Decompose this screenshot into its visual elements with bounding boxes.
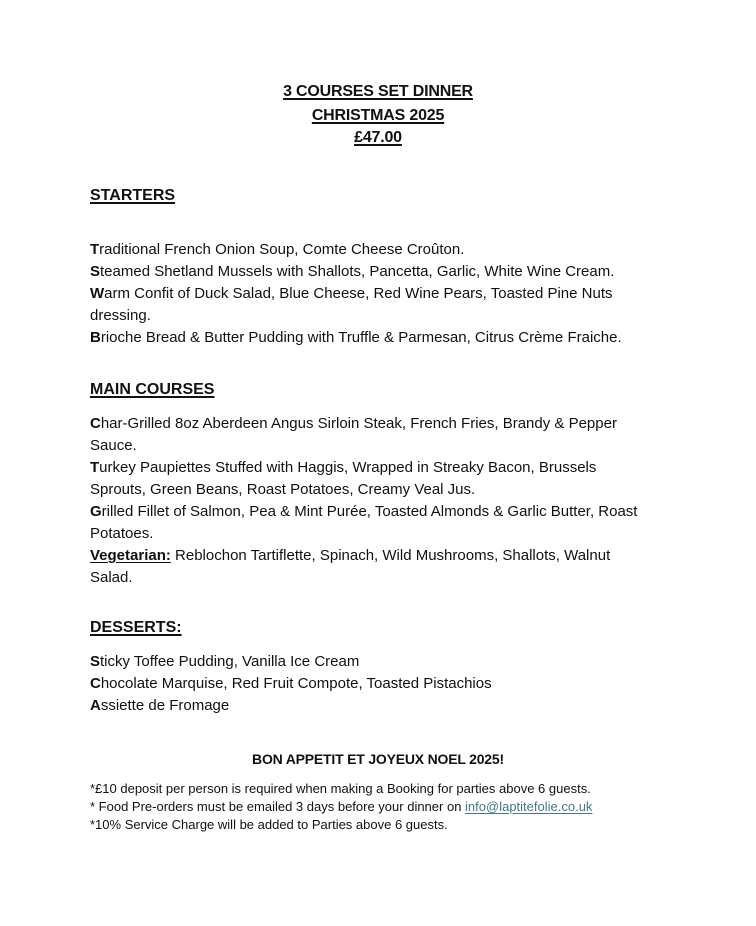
dessert-item (90, 673, 660, 695)
main-course-item (90, 457, 650, 501)
starter-item (90, 261, 660, 283)
dessert-item (90, 651, 660, 673)
preorder-text: * Food Pre-orders must be emailed 3 days before your dinner on (90, 799, 466, 814)
booking-notes (90, 780, 670, 834)
item-initial: A (90, 697, 101, 714)
item-text: hocolate Marquise, Red Fruit Compote, Toasted Pistachios (100, 675, 492, 692)
menu-title: 3 COURSES SET DINNER (283, 83, 473, 100)
item-initial: S (90, 263, 101, 280)
item-text: rioche Bread & Butter Pudding with Truffle & Parmesan, Citrus Crème Fraiche. (100, 329, 622, 346)
item-initial: W (90, 285, 105, 302)
main-course-item (90, 413, 650, 457)
closing-message: BON APPETIT ET JOYEUX NOEL 2025! (252, 751, 504, 767)
item-text: rilled Fillet of Salmon, Pea & Mint Purée, Toasted Almonds & Garlic Butter, Roast Potatoes. (90, 503, 638, 542)
desserts-list (90, 651, 660, 717)
item-text: raditional French Onion Soup, Comte Cheese Croûton. (99, 241, 465, 258)
starters-heading: STARTERS (90, 187, 176, 204)
main-course-item (90, 501, 650, 545)
starters-list (90, 239, 660, 349)
service-charge-note: *10% Service Charge will be added to Parties above 6 guests. (90, 817, 448, 832)
menu-subtitle: CHRISTMAS 2025 (311, 107, 445, 124)
item-text: urkey Paupiettes Stuffed with Haggis, Wrapped in Streaky Bacon, Brussels Sprouts, Green Beans, Roast Potatoes, Creamy Veal Jus. (90, 459, 597, 498)
starter-item (90, 239, 660, 261)
item-initial: C (90, 415, 101, 432)
item-initial: T (90, 459, 100, 476)
preorder-note (90, 798, 670, 816)
item-text: har-Grilled 8oz Aberdeen Angus Sirloin Steak, French Fries, Brandy & Pepper Sauce. (90, 415, 617, 454)
starter-item (90, 327, 660, 349)
vegetarian-item (90, 545, 650, 589)
desserts-heading: DESSERTS: (90, 619, 182, 636)
main-courses-heading: MAIN COURSES (90, 381, 215, 398)
item-text: teamed Shetland Mussels with Shallots, Pancetta, Garlic, White Wine Cream. (100, 263, 615, 280)
item-text: arm Confit of Duck Salad, Blue Cheese, Red Wine Pears, Toasted Pine Nuts dressing. (90, 285, 613, 324)
item-text: Reblochon Tartiflette, Spinach, Wild Mushrooms, Shallots, Walnut Salad. (90, 547, 611, 586)
vegetarian-label: Vegetarian: (90, 547, 171, 564)
item-text: ticky Toffee Pudding, Vanilla Ice Cream (100, 653, 360, 670)
starter-item (90, 283, 650, 327)
item-initial: G (90, 503, 102, 520)
dessert-item (90, 695, 660, 717)
item-initial: C (90, 675, 101, 692)
item-initial: S (90, 653, 101, 670)
item-initial: B (90, 329, 101, 346)
main-courses-list (90, 413, 650, 589)
item-text: ssiette de Fromage (100, 697, 230, 714)
item-initial: T (90, 241, 100, 258)
email-link[interactable]: info@laptitefolie.co.uk (465, 799, 593, 814)
deposit-note: *£10 deposit per person is required when making a Booking for parties above 6 guests. (90, 781, 591, 796)
menu-price: £47.00 (354, 129, 402, 146)
